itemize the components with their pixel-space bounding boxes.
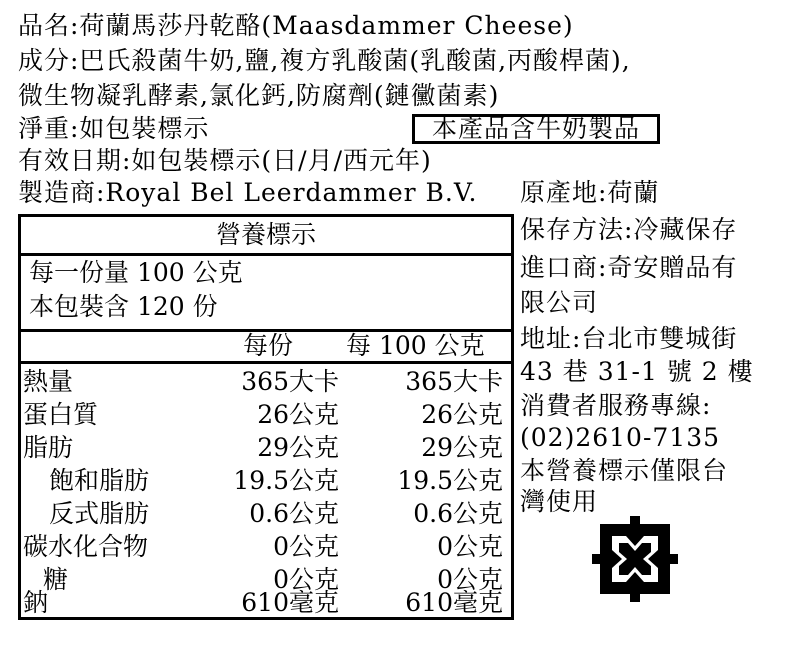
nutrition-row <box>21 365 511 398</box>
ingredients-line-1: 成分:巴氏殺菌牛奶,鹽,複方乳酸菌(乳酸菌,丙酸桿菌), <box>18 46 631 75</box>
serving-size: 每一份量 100 公克 <box>29 258 243 287</box>
nutrient-name: 反式脂肪 <box>49 499 150 528</box>
nutrient-per-serving: 365大卡 <box>241 367 339 396</box>
hotline-number: (02)2610-7135 <box>520 423 721 452</box>
nutrient-name: 蛋白質 <box>23 400 99 429</box>
address-line-2: 43 巷 31-1 號 2 樓 <box>520 357 754 386</box>
nutrient-per-serving: 0公克 <box>273 532 339 561</box>
nutrient-per-serving: 610毫克 <box>241 588 339 617</box>
taiwan-only-line-1: 本營養標示僅限台 <box>520 456 729 485</box>
recycle-icon <box>590 514 680 604</box>
taiwan-only-line-2: 灣使用 <box>520 487 599 516</box>
nutrition-row <box>21 497 511 530</box>
nutrition-table <box>18 214 514 620</box>
nutrient-per-serving: 29公克 <box>257 433 339 462</box>
nutrient-per-serving: 0.6公克 <box>249 499 339 528</box>
column-header-per-serving: 每份 <box>243 331 294 360</box>
expiry-date: 有效日期:如包裝標示(日/月/西元年) <box>18 146 432 175</box>
nutrient-per-100g: 19.5公克 <box>397 466 503 495</box>
importer-line-1: 進口商:奇安贈品有 <box>520 253 738 282</box>
nutrient-name: 糖 <box>43 565 69 594</box>
nutrient-name: 脂肪 <box>23 433 74 462</box>
nutrition-row <box>21 530 511 563</box>
nutrition-row <box>21 398 511 431</box>
nutrient-name: 飽和脂肪 <box>49 466 150 495</box>
servings-per-package: 本包裝含 120 份 <box>29 292 218 321</box>
divider <box>21 253 511 256</box>
nutrient-per-100g: 29公克 <box>421 433 503 462</box>
origin: 原產地:荷蘭 <box>520 178 660 207</box>
nutrient-per-100g: 0公克 <box>437 532 503 561</box>
nutrient-per-serving: 26公克 <box>257 400 339 429</box>
nutrient-name: 碳水化合物 <box>23 532 149 561</box>
nutrition-row <box>21 464 511 497</box>
nutrient-per-100g: 610毫克 <box>405 588 503 617</box>
hotline-label: 消費者服務專線: <box>520 391 712 420</box>
nutrient-per-serving: 0公克 <box>273 565 339 594</box>
address-line-1: 地址:台北市雙城街 <box>520 324 738 353</box>
nutrient-per-100g: 0公克 <box>437 565 503 594</box>
ingredients-line-2: 微生物凝乳酵素,氯化鈣,防腐劑(鏈黴菌素) <box>18 81 500 110</box>
nutrient-per-serving: 19.5公克 <box>233 466 339 495</box>
nutrition-row <box>21 586 511 619</box>
nutrient-per-100g: 365大卡 <box>405 367 503 396</box>
nutrient-per-100g: 0.6公克 <box>413 499 503 528</box>
column-header-per-100g: 每 100 公克 <box>346 331 485 360</box>
nutrient-per-100g: 26公克 <box>421 400 503 429</box>
storage-method: 保存方法:冷藏保存 <box>520 215 738 244</box>
milk-notice-box: 本產品含牛奶製品 <box>412 114 660 144</box>
product-name: 品名:荷蘭馬莎丹乾酪(Maasdammer Cheese) <box>18 11 574 40</box>
nutrition-title: 營養標示 <box>215 220 316 249</box>
nutrient-name: 熱量 <box>23 367 74 396</box>
manufacturer: 製造商:Royal Bel Leerdammer B.V. <box>18 178 478 207</box>
nutrient-name: 鈉 <box>23 588 49 617</box>
nutrition-row <box>21 431 511 464</box>
importer-line-2: 限公司 <box>520 288 599 317</box>
divider <box>21 361 511 364</box>
net-weight: 淨重:如包裝標示 <box>18 114 210 143</box>
